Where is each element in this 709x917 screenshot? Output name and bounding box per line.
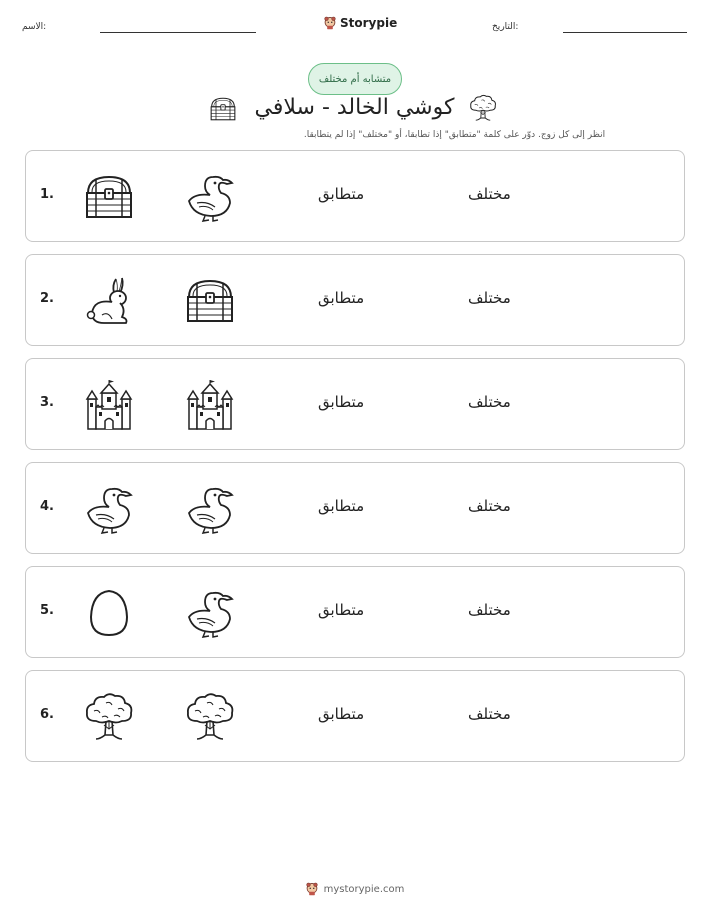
date-label: التاريخ:: [492, 22, 519, 32]
different-option[interactable]: مختلف: [468, 705, 511, 723]
duck-icon: [183, 171, 237, 223]
different-option[interactable]: مختلف: [468, 185, 511, 203]
footer: [0, 879, 709, 899]
date-line[interactable]: [563, 32, 687, 33]
different-option[interactable]: مختلف: [468, 497, 511, 515]
exercise-row-4: [25, 462, 685, 554]
worksheet-type-badge: متشابه أم مختلف: [308, 63, 402, 95]
name-label: الاسم:: [22, 22, 47, 32]
same-option[interactable]: متطابق: [318, 601, 365, 619]
tree-icon: [82, 691, 136, 743]
exercise-row-3: [25, 358, 685, 450]
row-number: 3.: [40, 395, 54, 410]
same-option[interactable]: متطابق: [318, 185, 365, 203]
footer-url: mystorypie.com: [323, 883, 405, 895]
worksheet-title: [0, 95, 709, 125]
name-line[interactable]: [100, 32, 256, 33]
treasure-chest-icon: [183, 275, 237, 327]
exercise-row-6: [25, 670, 685, 762]
brand-logo: [323, 13, 397, 33]
different-option[interactable]: مختلف: [468, 601, 511, 619]
duck-icon: [183, 483, 237, 535]
same-option[interactable]: متطابق: [318, 497, 365, 515]
egg-icon: [82, 587, 136, 639]
instructions: [0, 130, 709, 140]
same-option[interactable]: متطابق: [318, 705, 365, 723]
title-text: كوشي الخالد - سلافي: [254, 95, 455, 120]
treasure-chest-icon: [82, 171, 136, 223]
same-option[interactable]: متطابق: [318, 289, 365, 307]
row-number: 1.: [40, 187, 54, 202]
exercise-row-5: [25, 566, 685, 658]
different-option[interactable]: مختلف: [468, 289, 511, 307]
different-option[interactable]: مختلف: [468, 393, 511, 411]
same-option[interactable]: متطابق: [318, 393, 365, 411]
duck-icon: [82, 483, 136, 535]
rabbit-icon: [82, 275, 136, 327]
worksheet-header: [0, 10, 709, 40]
exercise-row-1: [25, 150, 685, 242]
tree-icon: [183, 691, 237, 743]
tree-icon: [468, 93, 498, 123]
exercise-row-2: [25, 254, 685, 346]
storypie-mascot-icon: [323, 15, 337, 31]
duck-icon: [183, 587, 237, 639]
castle-icon: [183, 379, 237, 431]
row-number: 5.: [40, 603, 54, 618]
storypie-mascot-icon: [305, 881, 319, 897]
instructions-text: انظر إلى كل زوج. دوّر على كلمة "متطابق" إذا تطابقا، أو "مختلف" إذا لم يتطابقا.: [303, 130, 606, 140]
castle-icon: [82, 379, 136, 431]
row-number: 6.: [40, 707, 54, 722]
row-number: 4.: [40, 499, 54, 514]
brand-name: Storypie: [340, 16, 398, 30]
row-number: 2.: [40, 291, 54, 306]
